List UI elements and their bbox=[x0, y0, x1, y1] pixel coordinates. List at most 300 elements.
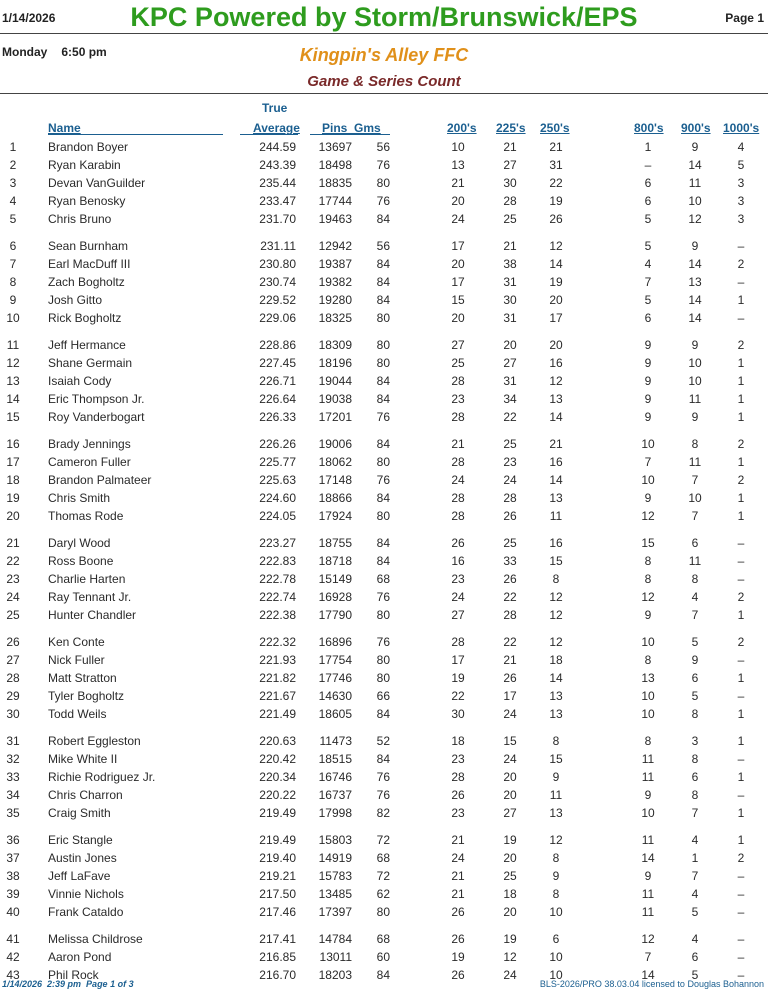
average-underline bbox=[240, 134, 298, 135]
cell-pins: 17746 bbox=[318, 671, 352, 685]
cell-avg: 221.67 bbox=[259, 689, 296, 703]
table-row bbox=[0, 850, 768, 866]
cell-avg: 226.33 bbox=[259, 410, 296, 424]
cell-c225: 28 bbox=[503, 194, 517, 208]
cell-c200: 27 bbox=[451, 608, 465, 622]
cell-pins: 15783 bbox=[318, 869, 352, 883]
table-row bbox=[0, 805, 768, 821]
cell-c900: 6 bbox=[691, 671, 699, 685]
cell-rank: 1 bbox=[9, 140, 17, 154]
cell-avg: 222.74 bbox=[259, 590, 296, 604]
cell-c900: 9 bbox=[691, 239, 699, 253]
cell-c200: 22 bbox=[451, 689, 465, 703]
cell-rank: 33 bbox=[6, 770, 20, 784]
table-row bbox=[0, 211, 768, 227]
table-row bbox=[0, 787, 768, 803]
cell-c900: 5 bbox=[691, 968, 699, 982]
cell-avg: 226.26 bbox=[259, 437, 296, 451]
cell-name: Vinnie Nichols bbox=[48, 887, 124, 901]
cell-c900: 7 bbox=[691, 509, 699, 523]
cell-c900: 9 bbox=[691, 338, 699, 352]
col-225: 225's bbox=[496, 121, 526, 135]
cell-name: Sean Burnham bbox=[48, 239, 129, 253]
cell-c900: 10 bbox=[688, 374, 702, 388]
cell-rank: 8 bbox=[9, 275, 17, 289]
cell-c800: 8 bbox=[644, 572, 652, 586]
cell-c800: 11 bbox=[641, 833, 655, 847]
cell-rank: 12 bbox=[6, 356, 20, 370]
cell-c1000: 2 bbox=[737, 635, 745, 649]
cell-c200: 26 bbox=[451, 968, 465, 982]
cell-name: Frank Cataldo bbox=[48, 905, 124, 919]
cell-c200: 21 bbox=[451, 833, 465, 847]
col-true: True bbox=[262, 101, 288, 115]
cell-c200: 28 bbox=[451, 455, 465, 469]
cell-rank: 34 bbox=[6, 788, 20, 802]
cell-c200: 17 bbox=[451, 653, 465, 667]
cell-c1000: 1 bbox=[737, 671, 745, 685]
cell-c800: 15 bbox=[641, 536, 655, 550]
cell-c800: 12 bbox=[641, 932, 655, 946]
cell-c250: 12 bbox=[549, 635, 563, 649]
cell-pins: 18325 bbox=[318, 311, 352, 325]
cell-rank: 13 bbox=[6, 374, 20, 388]
table-row bbox=[0, 949, 768, 965]
cell-avg: 222.32 bbox=[259, 635, 296, 649]
cell-c250: 8 bbox=[552, 851, 560, 865]
cell-c250: 15 bbox=[549, 752, 563, 766]
cell-c900: 10 bbox=[688, 194, 702, 208]
cell-pins: 19463 bbox=[318, 212, 352, 226]
cell-c900: 5 bbox=[691, 689, 699, 703]
cell-c250: 9 bbox=[552, 869, 560, 883]
table-row bbox=[0, 391, 768, 407]
cell-c250: 14 bbox=[549, 671, 563, 685]
cell-c900: 13 bbox=[688, 275, 702, 289]
cell-name: Shane Germain bbox=[48, 356, 133, 370]
cell-c1000: – bbox=[737, 275, 745, 289]
cell-c225: 31 bbox=[503, 311, 517, 325]
cell-gms: 80 bbox=[376, 608, 390, 622]
cell-c900: 10 bbox=[688, 491, 702, 505]
cell-c900: 14 bbox=[688, 293, 702, 307]
cell-c250: 13 bbox=[549, 689, 563, 703]
cell-gms: 80 bbox=[376, 176, 390, 190]
cell-rank: 16 bbox=[6, 437, 20, 451]
cell-name: Devan VanGuilder bbox=[48, 176, 146, 190]
cell-pins: 17998 bbox=[318, 806, 352, 820]
cell-c225: 21 bbox=[503, 239, 517, 253]
cell-c900: 14 bbox=[688, 311, 702, 325]
cell-pins: 18718 bbox=[318, 554, 352, 568]
cell-c800: 12 bbox=[641, 590, 655, 604]
cell-c800: 9 bbox=[644, 491, 652, 505]
cell-c1000: – bbox=[737, 869, 745, 883]
cell-pins: 19044 bbox=[318, 374, 352, 388]
cell-c800: 10 bbox=[641, 635, 655, 649]
pins-underline bbox=[310, 134, 390, 135]
cell-c900: 4 bbox=[691, 887, 699, 901]
cell-c250: 19 bbox=[549, 275, 563, 289]
cell-c200: 30 bbox=[451, 707, 465, 721]
col-average: Average bbox=[253, 121, 300, 135]
cell-c1000: – bbox=[737, 653, 745, 667]
cell-rank: 35 bbox=[6, 806, 20, 820]
cell-c200: 28 bbox=[451, 509, 465, 523]
cell-c225: 25 bbox=[503, 212, 517, 226]
cell-c900: 4 bbox=[691, 932, 699, 946]
cell-c250: 26 bbox=[549, 212, 563, 226]
cell-c900: 8 bbox=[691, 752, 699, 766]
session-clock: 6:50 pm bbox=[61, 45, 107, 59]
cell-c250: 13 bbox=[549, 491, 563, 505]
cell-c900: 7 bbox=[691, 608, 699, 622]
cell-avg: 217.46 bbox=[259, 905, 296, 919]
cell-name: Ray Tennant Jr. bbox=[48, 590, 132, 604]
cell-c800: 11 bbox=[641, 752, 655, 766]
cell-c1000: – bbox=[737, 788, 745, 802]
cell-c250: 20 bbox=[549, 293, 563, 307]
cell-c250: 21 bbox=[549, 437, 563, 451]
cell-pins: 19387 bbox=[318, 257, 352, 271]
cell-c800: 9 bbox=[644, 374, 652, 388]
cell-name: Robert Eggleston bbox=[48, 734, 141, 748]
cell-name: Roy Vanderbogart bbox=[48, 410, 145, 424]
table-row bbox=[0, 373, 768, 389]
cell-c800: 11 bbox=[641, 770, 655, 784]
cell-name: Daryl Wood bbox=[48, 536, 111, 550]
header-divider bbox=[0, 33, 768, 34]
cell-avg: 221.93 bbox=[259, 653, 296, 667]
cell-avg: 230.80 bbox=[259, 257, 296, 271]
cell-pins: 15803 bbox=[318, 833, 352, 847]
cell-avg: 222.38 bbox=[259, 608, 296, 622]
cell-c225: 21 bbox=[503, 140, 517, 154]
cell-avg: 219.40 bbox=[259, 851, 296, 865]
cell-c900: 9 bbox=[691, 410, 699, 424]
cell-pins: 18866 bbox=[318, 491, 352, 505]
cell-c225: 20 bbox=[503, 770, 517, 784]
cell-pins: 16746 bbox=[318, 770, 352, 784]
cell-c225: 20 bbox=[503, 905, 517, 919]
cell-c250: 12 bbox=[549, 590, 563, 604]
name-underline bbox=[48, 134, 223, 135]
cell-avg: 226.71 bbox=[259, 374, 296, 388]
cell-gms: 84 bbox=[376, 374, 390, 388]
cell-c200: 19 bbox=[451, 671, 465, 685]
cell-c225: 27 bbox=[503, 356, 517, 370]
cell-c250: 10 bbox=[549, 905, 563, 919]
cell-c250: 14 bbox=[549, 410, 563, 424]
cell-avg: 224.60 bbox=[259, 491, 296, 505]
cell-gms: 84 bbox=[376, 968, 390, 982]
cell-pins: 19280 bbox=[318, 293, 352, 307]
cell-c900: 11 bbox=[688, 392, 702, 406]
cell-c200: 26 bbox=[451, 788, 465, 802]
cell-c250: 20 bbox=[549, 338, 563, 352]
cell-c800: 7 bbox=[644, 275, 652, 289]
print-stamp: 1/14/2026 2:39 pm Page 1 of 3 bbox=[2, 979, 134, 989]
cell-c225: 30 bbox=[503, 176, 517, 190]
cell-c1000: 2 bbox=[737, 437, 745, 451]
table-row bbox=[0, 670, 768, 686]
table-row bbox=[0, 571, 768, 587]
cell-gms: 84 bbox=[376, 536, 390, 550]
cell-c800: – bbox=[644, 158, 652, 172]
cell-gms: 56 bbox=[376, 140, 390, 154]
cell-c1000: – bbox=[737, 950, 745, 964]
table-row bbox=[0, 535, 768, 551]
cell-c1000: 4 bbox=[737, 140, 745, 154]
table-row bbox=[0, 553, 768, 569]
cell-c200: 28 bbox=[451, 770, 465, 784]
cell-rank: 29 bbox=[6, 689, 20, 703]
cell-c200: 23 bbox=[451, 806, 465, 820]
cell-pins: 17201 bbox=[318, 410, 352, 424]
cell-c225: 28 bbox=[503, 491, 517, 505]
cell-gms: 84 bbox=[376, 392, 390, 406]
cell-gms: 80 bbox=[376, 311, 390, 325]
cell-c1000: 2 bbox=[737, 257, 745, 271]
cell-c200: 25 bbox=[451, 356, 465, 370]
cell-c200: 20 bbox=[451, 194, 465, 208]
table-row bbox=[0, 337, 768, 353]
cell-pins: 11473 bbox=[319, 734, 352, 748]
cell-gms: 80 bbox=[376, 671, 390, 685]
cell-pins: 18203 bbox=[318, 968, 352, 982]
cell-c800: 10 bbox=[641, 689, 655, 703]
cell-pins: 15149 bbox=[318, 572, 352, 586]
cell-c1000: – bbox=[737, 554, 745, 568]
cell-c225: 24 bbox=[503, 752, 517, 766]
cell-c900: 12 bbox=[688, 212, 702, 226]
cell-c1000: 1 bbox=[737, 806, 745, 820]
cell-c225: 24 bbox=[503, 707, 517, 721]
cell-c200: 18 bbox=[451, 734, 465, 748]
cell-c225: 33 bbox=[503, 554, 517, 568]
cell-c900: 1 bbox=[691, 851, 699, 865]
cell-name: Ryan Benosky bbox=[48, 194, 126, 208]
cell-c250: 10 bbox=[549, 950, 563, 964]
cell-gms: 84 bbox=[376, 437, 390, 451]
cell-c800: 14 bbox=[641, 968, 655, 982]
cell-c200: 17 bbox=[451, 239, 465, 253]
col-200: 200's bbox=[447, 121, 477, 135]
cell-c800: 12 bbox=[641, 509, 655, 523]
table-row bbox=[0, 751, 768, 767]
cell-name: Melissa Childrose bbox=[48, 932, 143, 946]
col-800: 800's bbox=[634, 121, 664, 135]
cell-rank: 2 bbox=[9, 158, 17, 172]
cell-c900: 6 bbox=[691, 950, 699, 964]
cell-c1000: 1 bbox=[737, 734, 745, 748]
table-row bbox=[0, 706, 768, 722]
cell-c900: 10 bbox=[688, 356, 702, 370]
cell-c1000: – bbox=[737, 536, 745, 550]
cell-avg: 220.42 bbox=[259, 752, 296, 766]
cell-c900: 11 bbox=[688, 455, 702, 469]
cell-rank: 15 bbox=[6, 410, 20, 424]
cell-name: Tyler Bogholtz bbox=[48, 689, 125, 703]
cell-c225: 25 bbox=[503, 536, 517, 550]
cell-pins: 19006 bbox=[318, 437, 352, 451]
cell-gms: 80 bbox=[376, 455, 390, 469]
cell-rank: 38 bbox=[6, 869, 20, 883]
cell-c900: 4 bbox=[691, 590, 699, 604]
cell-name: Richie Rodriguez Jr. bbox=[48, 770, 156, 784]
cell-c800: 5 bbox=[644, 239, 652, 253]
cell-c225: 21 bbox=[503, 653, 517, 667]
cell-c200: 24 bbox=[451, 212, 465, 226]
cell-c250: 12 bbox=[549, 608, 563, 622]
cell-c800: 8 bbox=[644, 653, 652, 667]
cell-gms: 56 bbox=[376, 239, 390, 253]
table-row bbox=[0, 607, 768, 623]
cell-c250: 13 bbox=[549, 806, 563, 820]
table-row bbox=[0, 157, 768, 173]
cell-c225: 18 bbox=[503, 887, 517, 901]
cell-avg: 225.63 bbox=[259, 473, 296, 487]
cell-c1000: 1 bbox=[737, 608, 745, 622]
cell-c250: 14 bbox=[549, 473, 563, 487]
cell-gms: 84 bbox=[376, 257, 390, 271]
cell-c225: 20 bbox=[503, 338, 517, 352]
cell-c200: 16 bbox=[451, 554, 465, 568]
cell-gms: 72 bbox=[376, 833, 390, 847]
cell-c200: 28 bbox=[451, 374, 465, 388]
cell-avg: 228.86 bbox=[259, 338, 296, 352]
cell-c800: 6 bbox=[644, 176, 652, 190]
cell-c800: 14 bbox=[641, 851, 655, 865]
cell-c200: 28 bbox=[451, 491, 465, 505]
cell-rank: 41 bbox=[6, 932, 20, 946]
cell-c800: 9 bbox=[644, 869, 652, 883]
cell-c250: 16 bbox=[549, 455, 563, 469]
col-name: Name bbox=[48, 121, 81, 135]
cell-gms: 80 bbox=[376, 509, 390, 523]
cell-c900: 8 bbox=[691, 572, 699, 586]
cell-gms: 80 bbox=[376, 653, 390, 667]
cell-c800: 7 bbox=[644, 455, 652, 469]
cell-c200: 28 bbox=[451, 635, 465, 649]
cell-gms: 80 bbox=[376, 356, 390, 370]
cell-gms: 80 bbox=[376, 905, 390, 919]
cell-rank: 26 bbox=[6, 635, 20, 649]
cell-rank: 4 bbox=[9, 194, 17, 208]
cell-pins: 18196 bbox=[318, 356, 352, 370]
col-1000: 1000's bbox=[723, 121, 760, 135]
cell-rank: 25 bbox=[6, 608, 20, 622]
table-row bbox=[0, 490, 768, 506]
cell-c1000: 1 bbox=[737, 374, 745, 388]
subheader-divider bbox=[0, 93, 768, 94]
cell-c225: 28 bbox=[503, 608, 517, 622]
cell-rank: 10 bbox=[6, 311, 20, 325]
cell-c1000: 1 bbox=[737, 707, 745, 721]
cell-rank: 3 bbox=[9, 176, 17, 190]
table-row bbox=[0, 409, 768, 425]
cell-c250: 17 bbox=[549, 311, 563, 325]
cell-pins: 18309 bbox=[318, 338, 352, 352]
cell-c225: 23 bbox=[503, 455, 517, 469]
cell-name: Charlie Harten bbox=[48, 572, 126, 586]
cell-c900: 6 bbox=[691, 770, 699, 784]
cell-c1000: 2 bbox=[737, 851, 745, 865]
cell-c1000: – bbox=[737, 311, 745, 325]
cell-avg: 227.45 bbox=[259, 356, 296, 370]
cell-c800: 8 bbox=[644, 554, 652, 568]
table-row bbox=[0, 652, 768, 668]
cell-name: Cameron Fuller bbox=[48, 455, 131, 469]
col-900: 900's bbox=[681, 121, 711, 135]
cell-c800: 13 bbox=[641, 671, 655, 685]
cell-c800: 1 bbox=[644, 140, 652, 154]
cell-c225: 25 bbox=[503, 869, 517, 883]
cell-c225: 26 bbox=[503, 671, 517, 685]
cell-c800: 9 bbox=[644, 410, 652, 424]
cell-c250: 12 bbox=[549, 833, 563, 847]
cell-pins: 18515 bbox=[318, 752, 352, 766]
cell-c250: 31 bbox=[549, 158, 563, 172]
report-date: 1/14/2026 bbox=[2, 11, 56, 25]
cell-c250: 10 bbox=[549, 968, 563, 982]
cell-c225: 34 bbox=[503, 392, 517, 406]
cell-c225: 31 bbox=[503, 374, 517, 388]
cell-c250: 6 bbox=[552, 932, 560, 946]
cell-c225: 26 bbox=[503, 509, 517, 523]
table-row bbox=[0, 769, 768, 785]
cell-name: Ryan Karabin bbox=[48, 158, 121, 172]
table-row bbox=[0, 274, 768, 290]
cell-c1000: – bbox=[737, 932, 745, 946]
cell-c1000: 5 bbox=[737, 158, 745, 172]
cell-rank: 21 bbox=[6, 536, 20, 550]
cell-c1000: 1 bbox=[737, 455, 745, 469]
cell-gms: 76 bbox=[376, 635, 390, 649]
cell-rank: 17 bbox=[6, 455, 20, 469]
cell-avg: 229.52 bbox=[259, 293, 296, 307]
cell-rank: 6 bbox=[9, 239, 17, 253]
cell-rank: 36 bbox=[6, 833, 20, 847]
cell-c225: 22 bbox=[503, 635, 517, 649]
cell-c200: 21 bbox=[451, 869, 465, 883]
cell-c1000: 1 bbox=[737, 491, 745, 505]
cell-c1000: 1 bbox=[737, 833, 745, 847]
cell-c900: 11 bbox=[688, 176, 702, 190]
cell-c900: 8 bbox=[691, 707, 699, 721]
cell-rank: 27 bbox=[6, 653, 20, 667]
cell-c225: 20 bbox=[503, 851, 517, 865]
cell-pins: 13485 bbox=[318, 887, 352, 901]
cell-c1000: 2 bbox=[737, 590, 745, 604]
cell-name: Eric Thompson Jr. bbox=[48, 392, 145, 406]
cell-c225: 22 bbox=[503, 410, 517, 424]
cell-c225: 27 bbox=[503, 806, 517, 820]
cell-name: Matt Stratton bbox=[48, 671, 117, 685]
cell-name: Jeff LaFave bbox=[48, 869, 111, 883]
cell-rank: 37 bbox=[6, 851, 20, 865]
cell-pins: 13011 bbox=[319, 950, 352, 964]
cell-name: Phil Rock bbox=[48, 968, 99, 982]
cell-c250: 15 bbox=[549, 554, 563, 568]
cell-c800: 9 bbox=[644, 608, 652, 622]
cell-name: Ken Conte bbox=[48, 635, 105, 649]
cell-gms: 68 bbox=[376, 932, 390, 946]
cell-c200: 23 bbox=[451, 752, 465, 766]
table-row bbox=[0, 589, 768, 605]
cell-c200: 24 bbox=[451, 851, 465, 865]
cell-name: Jeff Hermance bbox=[48, 338, 126, 352]
